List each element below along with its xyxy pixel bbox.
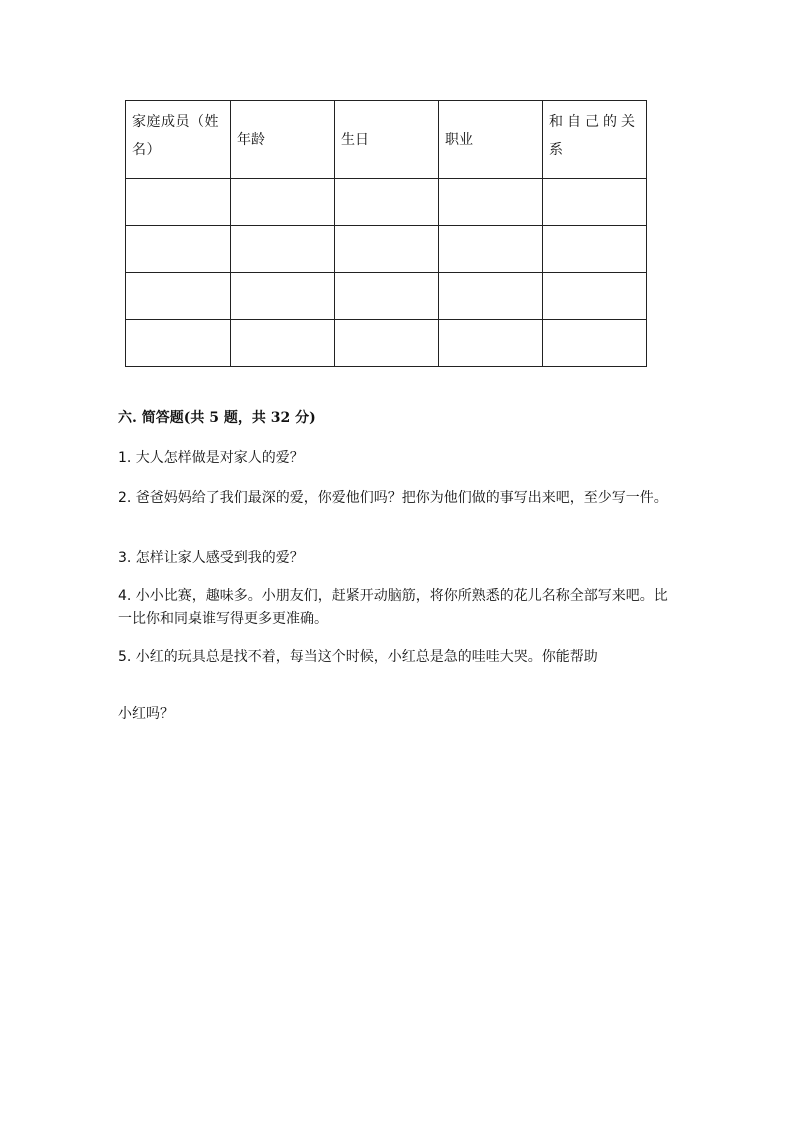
table-cell[interactable]: [126, 226, 231, 273]
table-cell[interactable]: [439, 179, 543, 226]
table-cell[interactable]: [543, 273, 647, 320]
table-row: [126, 179, 647, 226]
table-cell[interactable]: [126, 273, 231, 320]
table-cell[interactable]: [231, 273, 335, 320]
table-cell[interactable]: [231, 320, 335, 367]
table-cell[interactable]: [231, 179, 335, 226]
question-4: 4. 小小比赛，趣味多。小朋友们，赶紧开动脑筋，将你所熟悉的花儿名称全部写来吧。比一比你和同桌谁写得更多更准确。: [118, 588, 668, 627]
question-2: 2. 爸爸妈妈给了我们最深的爱，你爱他们吗？把你为他们做的事写出来吧，至少写一件。: [118, 490, 668, 506]
section-title: 六. 简答题(共 5 题，共 32 分): [118, 410, 316, 426]
table-row: [126, 273, 647, 320]
short-answer-section: [118, 405, 668, 722]
question-5: 5. 小红的玩具总是找不着，每当这个时候，小红总是急的哇哇大哭。你能帮助: [118, 649, 598, 665]
question-5-continued: 小红吗？: [118, 706, 174, 722]
header-birthday: 生日: [335, 101, 439, 179]
table-cell[interactable]: [335, 320, 439, 367]
table-cell[interactable]: [543, 226, 647, 273]
header-occupation: 职业: [439, 101, 543, 179]
table-header-row: [126, 101, 647, 179]
table-row: [126, 320, 647, 367]
header-age: 年龄: [231, 101, 335, 179]
table-cell[interactable]: [335, 226, 439, 273]
family-members-table: [125, 100, 647, 367]
question-1: 1. 大人怎样做是对家人的爱？: [118, 450, 304, 466]
table-cell[interactable]: [439, 320, 543, 367]
header-relationship: 和自己的关系: [543, 101, 647, 179]
question-3: 3. 怎样让家人感受到我的爱？: [118, 550, 304, 566]
table-cell[interactable]: [231, 226, 335, 273]
table-cell[interactable]: [335, 273, 439, 320]
table-cell[interactable]: [439, 273, 543, 320]
table-cell[interactable]: [335, 179, 439, 226]
table-cell[interactable]: [543, 179, 647, 226]
table-cell[interactable]: [126, 320, 231, 367]
header-family-member: 家庭成员（姓名）: [126, 101, 231, 179]
table-cell[interactable]: [439, 226, 543, 273]
table-row: [126, 226, 647, 273]
table-cell[interactable]: [543, 320, 647, 367]
table-cell[interactable]: [126, 179, 231, 226]
